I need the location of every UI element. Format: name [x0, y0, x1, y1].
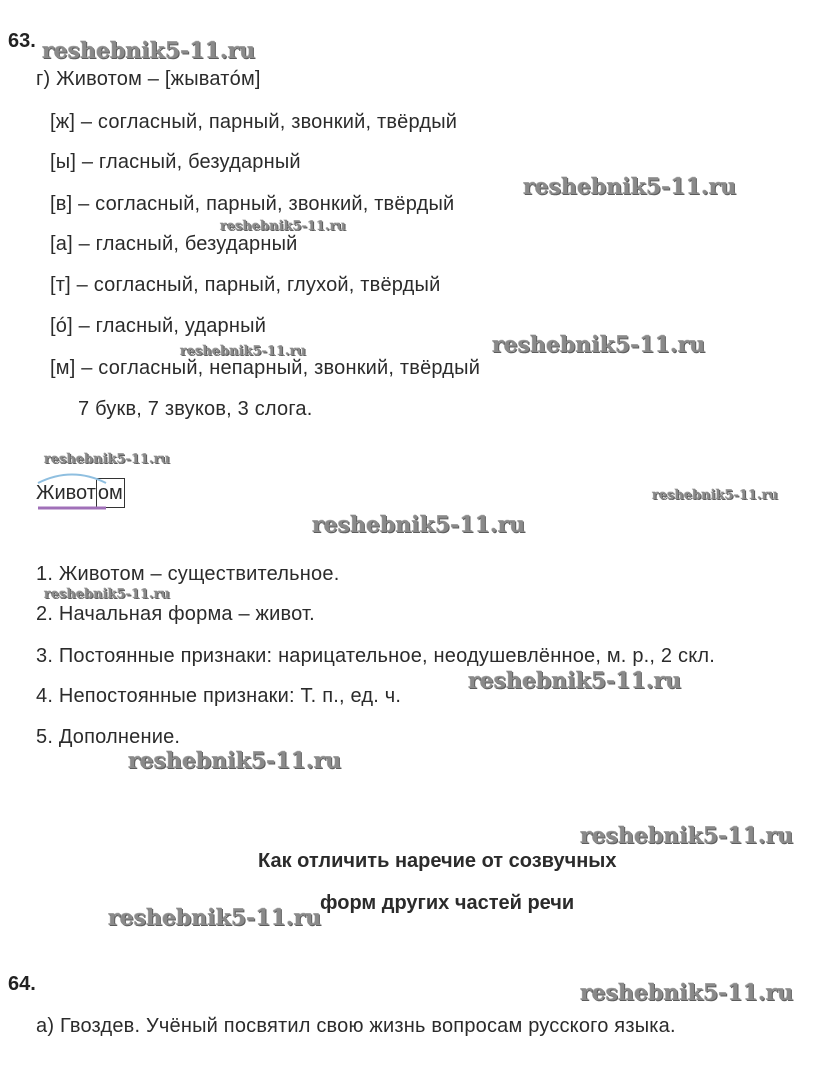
task-number-64: 64. [8, 973, 36, 995]
watermark: reshebnik5-11.ru [468, 668, 682, 694]
watermark: reshebnik5-11.ru [312, 512, 526, 538]
root-arc-icon [36, 470, 108, 484]
phonetic-line-o: [ó] – гласный, ударный [50, 315, 267, 337]
watermark: reshebnik5-11.ru [128, 748, 342, 774]
root-underline-icon [38, 506, 106, 510]
morpheme-root-text: Живот [36, 482, 96, 504]
watermark: reshebnik5-11.ru [44, 452, 171, 467]
watermark: reshebnik5-11.ru [44, 587, 171, 602]
phonetic-line-zh: [ж] – согласный, парный, звонкий, твёрдый [50, 111, 458, 133]
watermark: reshebnik5-11.ru [42, 38, 256, 64]
phonetic-line-m: [м] – согласный, непарный, звонкий, твёрдый [50, 357, 481, 379]
phonetic-line-v: [в] – согласный, парный, звонкий, твёрдый [50, 193, 455, 215]
watermark: reshebnik5-11.ru [580, 823, 794, 849]
section-title-line-1: Как отличить наречие от созвучных [258, 850, 617, 872]
morpheme-parse [36, 478, 125, 508]
watermark: reshebnik5-11.ru [492, 332, 706, 358]
analysis-item-4: 4. Непостоянные признаки: Т. п., ед. ч. [36, 685, 402, 707]
analysis-item-1: 1. Животом – существительное. [36, 563, 340, 585]
phonetic-line-y: [ы] – гласный, безударный [50, 151, 301, 173]
section-title-line-2: форм других частей речи [320, 892, 575, 914]
watermark: reshebnik5-11.ru [180, 344, 307, 359]
watermark: reshebnik5-11.ru [523, 174, 737, 200]
morpheme-ending: ом [96, 478, 125, 508]
phonetic-line-t: [т] – согласный, парный, глухой, твёрдый [50, 274, 441, 296]
analysis-item-5: 5. Дополнение. [36, 726, 181, 748]
watermark: reshebnik5-11.ru [108, 905, 322, 931]
watermark: reshebnik5-11.ru [652, 488, 779, 503]
phonetic-line-a: [а] – гласный, безударный [50, 233, 298, 255]
morpheme-root [36, 479, 96, 507]
task64-line-a: а) Гвоздев. Учёный посвятил свою жизнь вопросам русского языка. [36, 1015, 676, 1037]
watermark: reshebnik5-11.ru [220, 219, 347, 234]
letters-sounds-summary: 7 букв, 7 звуков, 3 слога. [78, 398, 313, 420]
word-heading: г) Животом – [жыватóм] [36, 68, 261, 90]
watermark: reshebnik5-11.ru [580, 980, 794, 1006]
task-number-63: 63. [8, 30, 36, 52]
analysis-item-3: 3. Постоянные признаки: нарицательное, неодушевлённое, м. р., 2 скл. [36, 645, 715, 667]
analysis-item-2: 2. Начальная форма – живот. [36, 603, 315, 625]
